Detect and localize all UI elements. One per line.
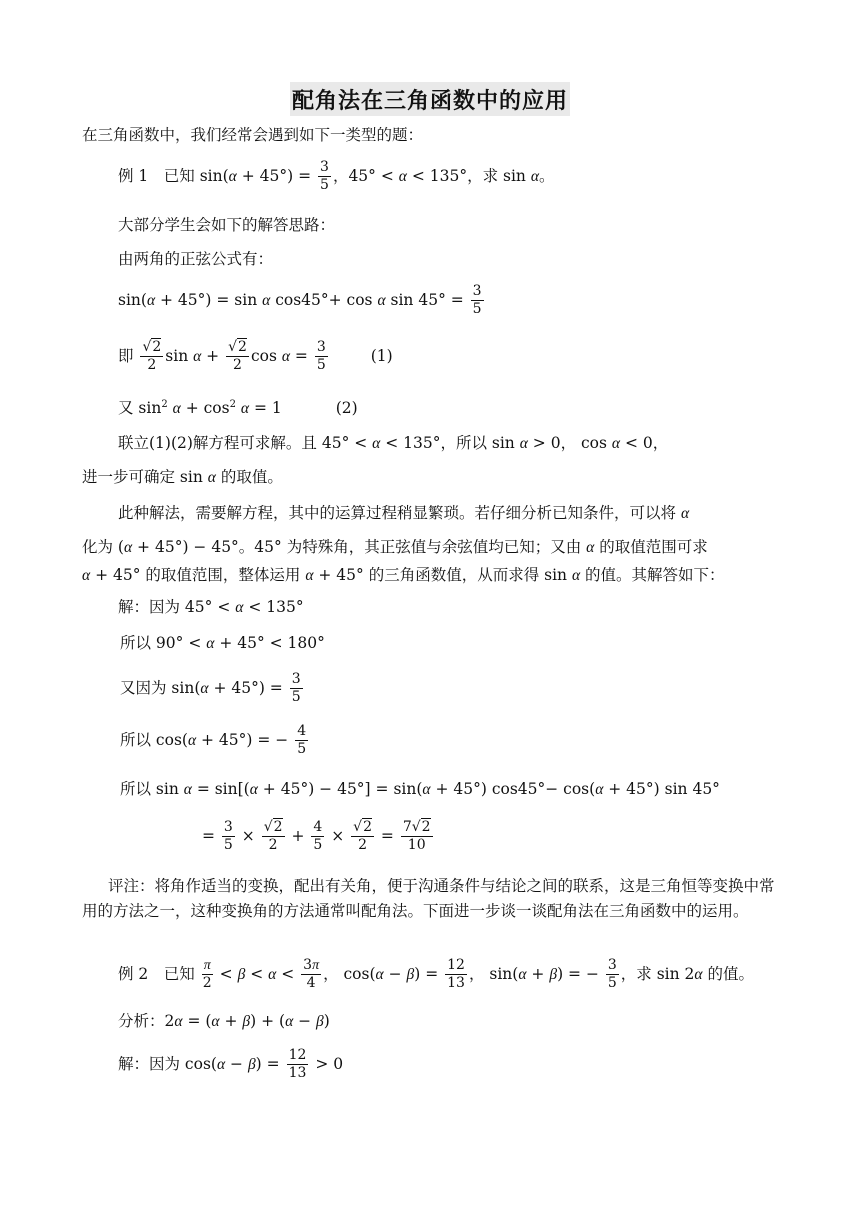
example-2: 例 2 已知 $\frac{\pi}{2}$ < β < α < $\frac{3\pi}{4}$ ， cos(α − β) = $\frac{12}{13}$ ， sin(α + β) = − $\frac{3}{5}$ ，求 sin 2α 的值。	[118, 957, 754, 992]
document-title: 配角法在三角函数中的应用	[290, 82, 570, 116]
example-1: 例 1 已知 sin(α + 45°) = $\frac{3}{5}$ ，45° < α < 135°，求 sin α。	[118, 159, 555, 194]
solution-step-6: = $\frac{3}{5}$ × $\frac{√2}{2}$ + $\frac{4}{5}$ × $\frac{√2}{2}$ = $\frac{7√2}{10}$	[202, 819, 431, 854]
intro-text: 在三角函数中，我们经常会遇到如下一类型的题：	[82, 126, 424, 144]
equation-1: 即 $\frac{√2}{2}$ sin α + $\frac{√2}{2}$ cos α = $\frac{3}{5}$ (1)	[118, 339, 393, 374]
analysis-paragraph-line3: α + 45° 的取值范围，整体运用 α + 45° 的三角函数值，从而求得 sin α 的值。其解答如下：	[82, 566, 725, 584]
example-2-solution: 解：因为 cos(α − β) = $\frac{12}{13}$ > 0	[118, 1047, 344, 1082]
analysis-paragraph-line1: 此种解法，需要解方程，其中的运算过程稍显繁琐。若仔细分析已知条件，可以将 α	[118, 504, 690, 522]
solve-line-a: 联立(1)(2)解方程可求解。且 45° < α < 135°，所以 sin α > 0， cos α < 0，	[118, 434, 669, 452]
equation-2: 又 $\sin^2 \alpha + \cos^2 \alpha = 1$ (2)	[118, 399, 358, 418]
solution-step-2: 所以 90° < α + 45° < 180°	[120, 634, 325, 652]
solution-step-1: 解：因为 45° < α < 135°	[118, 598, 304, 616]
comment-paragraph: 评注：将角作适当的变换，配出有关角，便于沟通条件与结论之间的联系，这是三角恒等变换中常用的方法之一，这种变换角的方法通常叫配角法。下面进一步谈一谈配角法在三角函数中的运用。	[82, 877, 775, 920]
most-students-text: 大部分学生会如下的解答思路：	[118, 216, 336, 234]
solve-line-b: 进一步可确定 sin α 的取值。	[82, 468, 283, 486]
solution-step-4: 所以 cos(α + 45°) = − $\frac{4}{5}$	[120, 723, 307, 758]
formula-intro-text: 由两角的正弦公式有：	[118, 250, 274, 268]
analysis-line: 分析：2α = (α + β) + (α − β)	[118, 1012, 330, 1030]
solution-step-5: 所以 sin α = sin[(α + 45°) − 45°] = sin(α + 45°) cos45°− cos(α + 45°) sin 45°	[120, 780, 720, 798]
analysis-paragraph-line2: 化为 (α + 45°) − 45°。45° 为特殊角，其正弦值与余弦值均已知；又由 α 的取值范围可求	[82, 538, 708, 556]
solution-step-3: 又因为 sin(α + 45°) = $\frac{3}{5}$	[120, 671, 301, 706]
equation-expand: sin(α + 45°) = sin α cos45°+ cos α sin 45° = $\frac{3}{5}$	[118, 283, 482, 318]
